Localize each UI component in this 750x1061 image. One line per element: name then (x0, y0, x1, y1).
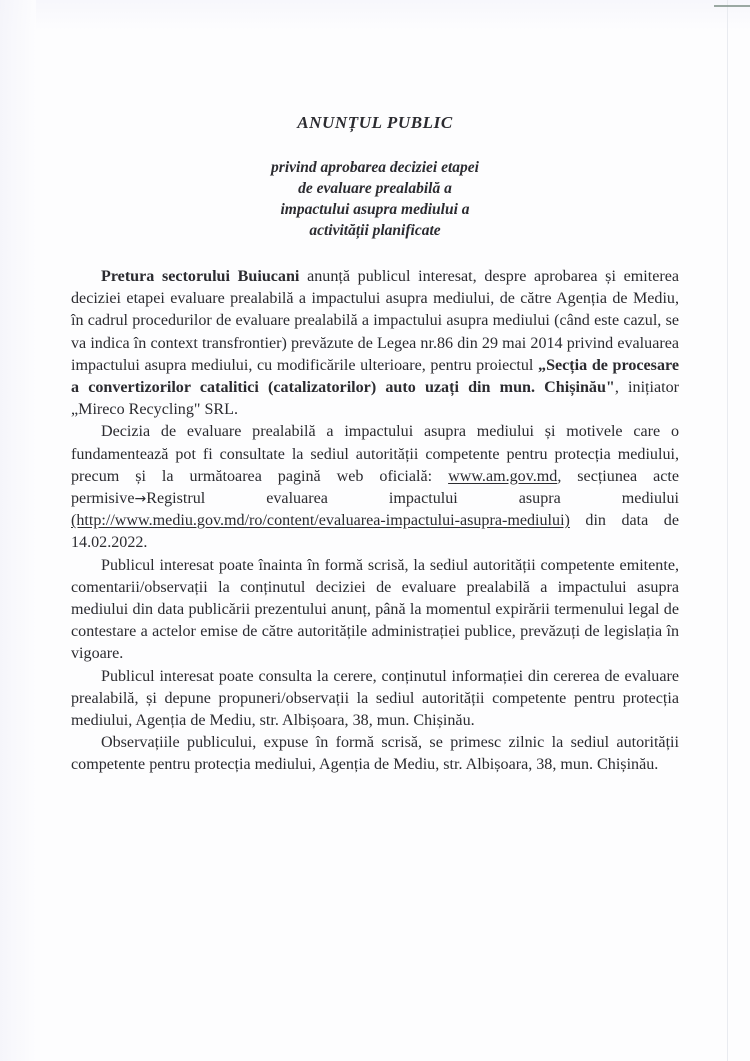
decision-access-text-part3: Registrul evaluarea impactului asupra mediului (146, 490, 679, 508)
decision-access-text-part4: din data de 14.02.2022. (71, 512, 679, 552)
subtitle-line-3: impactului asupra mediului a (280, 201, 470, 218)
scan-artifact-left-tint (0, 0, 36, 1061)
document-subtitle (71, 133, 679, 241)
page-title: ANUNȚUL PUBLIC (297, 113, 453, 132)
paragraph-observations-submission: Observațiile publicului, expuse în formă scrisă, se primesc zilnic la sediul autorității competente pentru protecția mediului, Agenția de Mediu, str. Albișoara, 38, mun. Chișinău. (71, 734, 679, 774)
decision-access-text-part2: , secțiunea acte permisive (71, 467, 680, 508)
paragraph-public-consultation: Publicul interesat poate consulta la cerere, conținutul informației din cererea de evaluare prealabilă, și depune propuneri/observații la sediul autorității competente pentru protecția mediului, Agenția de Mediu, str. Albișoara, 38, mun. Chișinău. (71, 667, 679, 730)
document-body (71, 241, 679, 777)
scan-artifact-top-edge-line (714, 5, 750, 7)
subtitle-line-4: activității planificate (309, 222, 441, 239)
paragraph-decision-access (71, 421, 679, 554)
registry-url-link[interactable]: (http://www.mediu.gov.md/ro/content/evaluarea-impactului-asupra-mediului) (71, 512, 570, 530)
agency-website-link[interactable]: www.am.gov.md (448, 467, 558, 485)
announcing-authority-name: Pretura sectorului Buiucani (101, 268, 300, 285)
subtitle-line-2: de evaluare prealabilă a (298, 180, 452, 197)
scan-artifact-right-edge (727, 0, 728, 1061)
subtitle-line-1: privind aprobarea deciziei etapei (271, 159, 479, 176)
decision-access-text-part1: Decizia de evaluare prealabilă a impactului asupra mediului și motivele care o fundamentează pot fi consultate la sediul autorității competente pentru protecția mediului, precum și la următoarea pagină web oficială: (71, 423, 679, 485)
project-name: „Secția de procesare a convertizorilor catalitici (catalizatorilor) auto uzați din mun. Chișinău" (71, 356, 679, 397)
document-content (71, 0, 679, 777)
paragraph-public-comments: Publicul interesat poate înainta în formă scrisă, la sediul autorității competente emitente, comentarii/observații la conținutul deciziei de evaluare prealabilă a impactului asupra mediului din data publicării prezentului anunț, până la momentul expirării termenului legal de contestare a actelor emise de către autoritățile administrației publice, prevăzuți de legislația în vigoare. (71, 556, 679, 663)
paragraph-announcement-text-before: anunță publicul interesat, despre aprobarea și emiterea deciziei etapei evaluare prealabilă a impactului asupra mediului, de către Agenția de Mediu, în cadrul procedurilor de evaluare prealabilă a impactului asupra mediului (când este cazul, se va indica în context transfrontier) prevăzute de Legea nr.86 din 29 mai 2014 privind evaluarea impactului asupra mediului, cu modificările ulterioare, pentru proiectul (71, 268, 679, 374)
arrow-right-icon: → (134, 491, 147, 508)
paragraph-announcement (71, 266, 679, 421)
paragraph-announcement-text-after: , inițiator „Mireco Recycling" SRL. (71, 379, 680, 419)
